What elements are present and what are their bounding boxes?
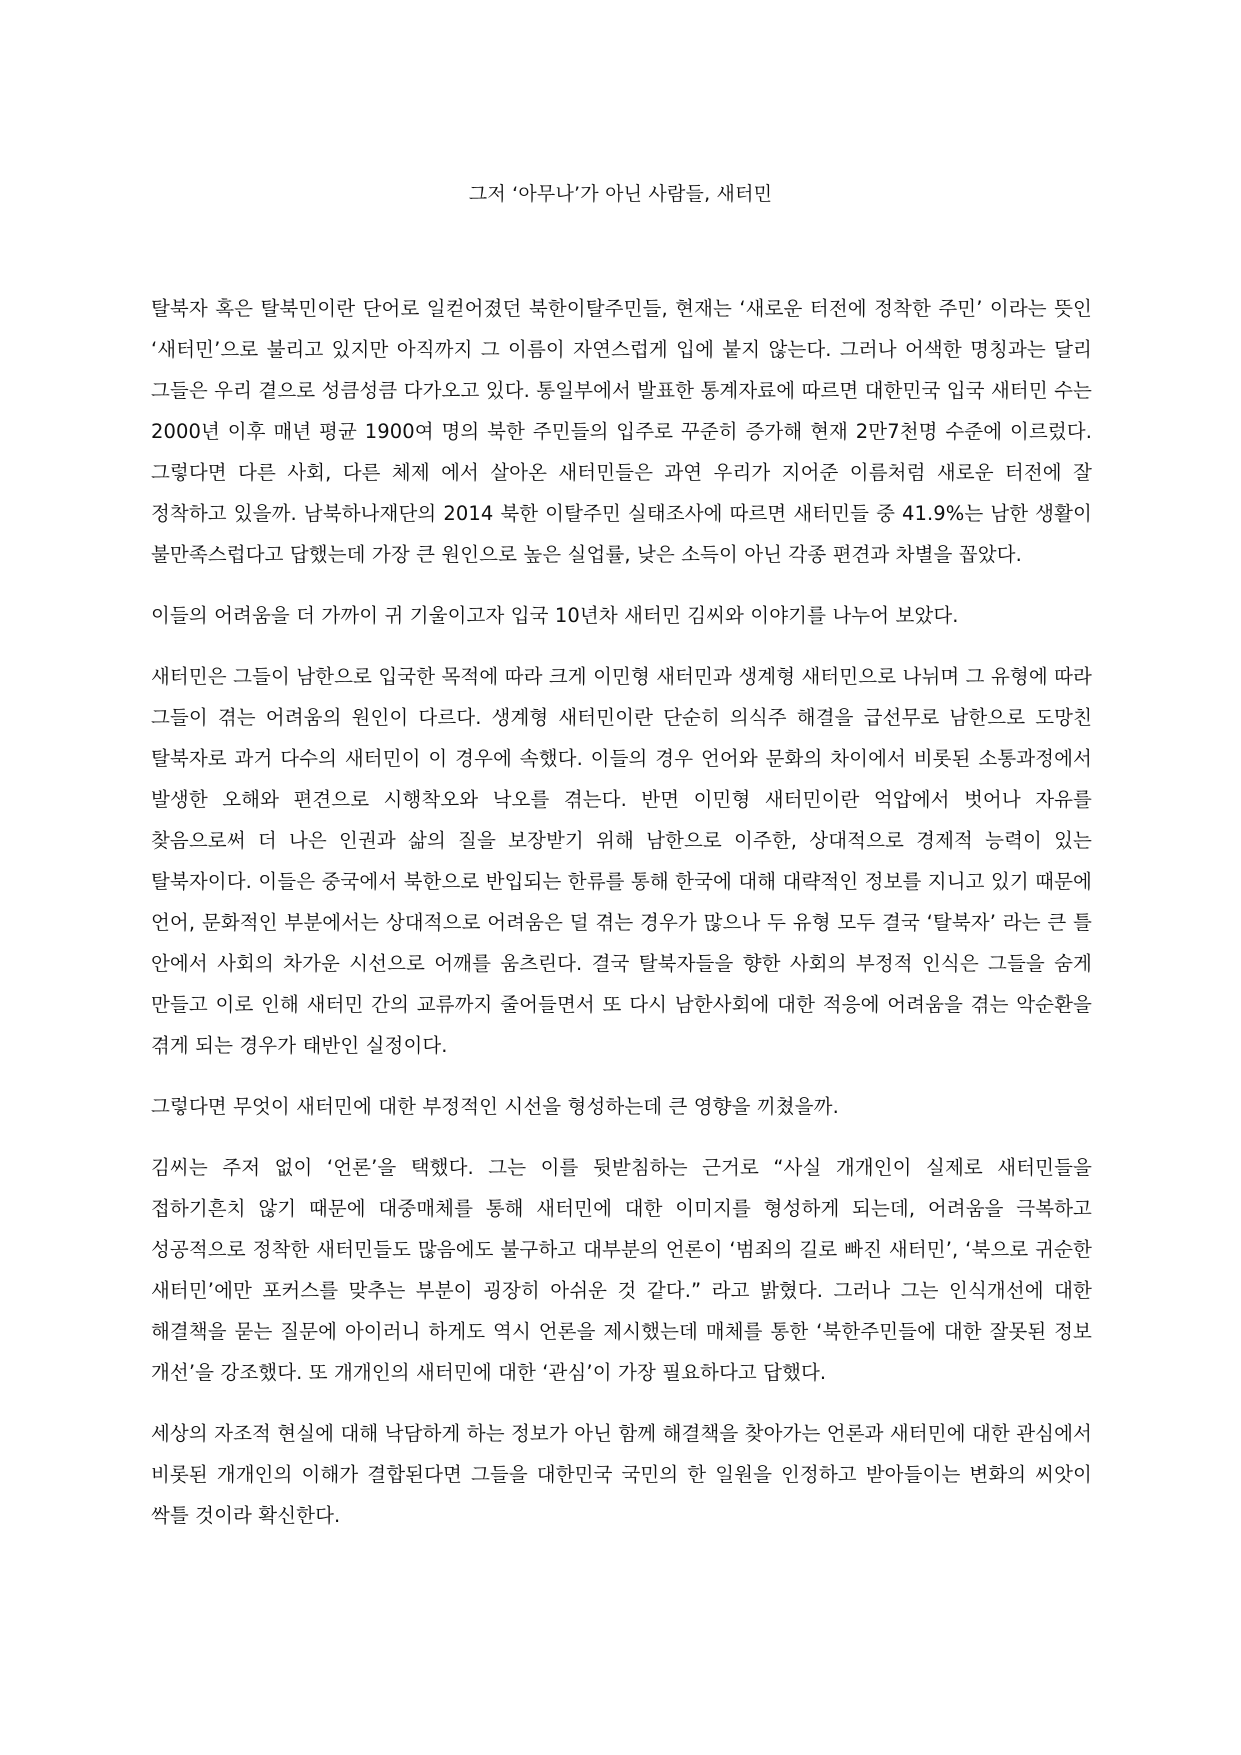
paragraph-media: 김씨는 주저 없이 ‘언론’을 택했다. 그는 이를 뒷받침하는 근거로 “사실 개개인이 실제로 새터민들을 접하기흔치 않기 때문에 대중매체를 통해 새터민에 대한 이미지를 형성하게 되는데, 어려움을 극복하고 성공적으로 정착한 새터민들도 많음에도 불구하고 대부분의 언론이 ‘범죄의 길로 빠진 새터민’, ‘북으로 귀순한 새터민’에만 포커스를 맞추는 부분이 굉장히 아쉬운 것 같다.” 라고 밝혔다. 그러나 그는 인식개선에 대한 해결책을 묻는 질문에 아이러니 하게도 역시 언론을 제시했는데 매체를 통한 ‘북한주민들에 대한 잘못된 정보 개선’을 강조했다. 또 개개인의 새터민에 대한 ‘관심’이 가장 필요하다고 답했다. [151, 1156, 1092, 1384]
paragraph-types: 새터민은 그들이 남한으로 입국한 목적에 따라 크게 이민형 새터민과 생계형 새터민으로 나뉘며 그 유형에 따라 그들이 겪는 어려움의 원인이 다르다. 생계형 새터민이란 단순히 의식주 해결을 급선무로 남한으로 도망친 탈북자로 과거 다수의 새터민이 이 경우에 속했다. 이들의 경우 언어와 문화의 차이에서 비롯된 소통과정에서 발생한 오해와 편견으로 시행착오와 낙오를 겪는다. 반면 이민형 새터민이란 억압에서 벗어나 자유를 찾음으로써 더 나은 인권과 삶의 질을 보장받기 위해 남한으로 이주한, 상대적으로 경제적 능력이 있는 탈북자이다. 이들은 중국에서 북한으로 반입되는 한류를 통해 한국에 대해 대략적인 정보를 지니고 있기 때문에 언어, 문화적인 부분에서는 상대적으로 어려움은 덜 겪는 경우가 많으나 두 유형 모두 결국 ‘탈북자’ 라는 큰 틀 안에서 사회의 차가운 시선으로 어깨를 움츠린다. 결국 탈북자들을 향한 사회의 부정적 인식은 그들을 숨게 만들고 이로 인해 새터민 간의 교류까지 줄어들면서 또 다시 남한사회에 대한 적응에 어려움을 겪는 악순환을 겪게 되는 경우가 태반인 실정이다. [151, 665, 1092, 1057]
paragraph-interview-intro: 이들의 어려움을 더 가까이 귀 기울이고자 입국 10년차 새터민 김씨와 이야기를 나누어 보았다. [151, 604, 959, 627]
document-body [151, 288, 1092, 1556]
paragraph-conclusion: 세상의 자조적 현실에 대해 낙담하게 하는 정보가 아닌 함께 해결책을 찾아가는 언론과 새터민에 대한 관심에서 비롯된 개개인의 이해가 결합된다면 그들을 대한민국 국민의 한 일원을 인정하고 받아들이는 변화의 씨앗이 싹틀 것이라 확신한다. [151, 1422, 1092, 1527]
document-title: 그저 ‘아무나’가 아닌 사람들, 새터민 [468, 183, 773, 205]
paragraph-intro: 탈북자 혹은 탈북민이란 단어로 일컫어졌던 북한이탈주민들, 현재는 ‘새로운 터전에 정착한 주민’ 이라는 뜻인 ‘새터민’으로 불리고 있지만 아직까지 그 이름이 자연스럽게 입에 붙지 않는다. 그러나 어색한 명칭과는 달리 그들은 우리 곁으로 성큼성큼 다가오고 있다. 통일부에서 발표한 통계자료에 따르면 대한민국 입국 새터민 수는 2000년 이후 매년 평균 1900여 명의 북한 주민들의 입주로 꾸준히 증가해 현재 2만7천명 수준에 이르렀다. 그렇다면 다른 사회, 다른 체제 에서 살아온 새터민들은 과연 우리가 지어준 이름처럼 새로운 터전에 잘 정착하고 있을까. 남북하나재단의 2014 북한 이탈주민 실태조사에 따르면 새터민들 중 41.9%는 남한 생활이 불만족스럽다고 답했는데 가장 큰 원인으로 높은 실업률, 낮은 소득이 아닌 각종 편견과 차별을 꼽았다. [151, 297, 1092, 566]
paragraph-question: 그렇다면 무엇이 새터민에 대한 부정적인 시선을 형성하는데 큰 영향을 끼쳤을까. [151, 1095, 839, 1118]
